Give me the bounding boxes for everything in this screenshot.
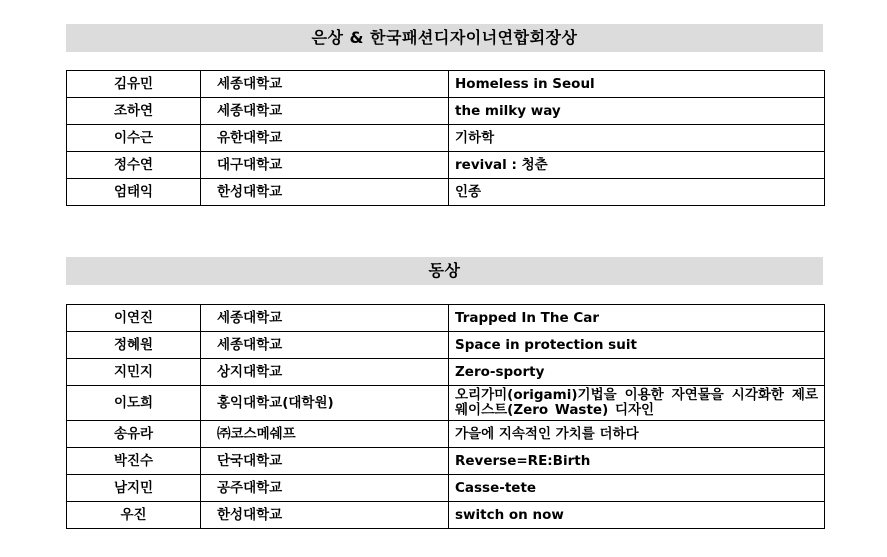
winner-name: 김유민 bbox=[67, 71, 201, 98]
table-row bbox=[67, 125, 825, 152]
bronze-award-title: 동상 bbox=[66, 257, 823, 285]
winner-name: 박진수 bbox=[67, 448, 201, 475]
work-title: Space in protection suit bbox=[449, 332, 825, 359]
winner-name: 우진 bbox=[67, 502, 201, 529]
work-title: 가을에 지속적인 가치를 더하다 bbox=[449, 421, 825, 448]
winner-school: 유한대학교 bbox=[201, 125, 449, 152]
winner-name: 조하연 bbox=[67, 98, 201, 125]
winner-name: 엄태익 bbox=[67, 179, 201, 206]
table-row bbox=[67, 448, 825, 475]
work-title: 인종 bbox=[449, 179, 825, 206]
winner-name: 이연진 bbox=[67, 305, 201, 332]
table-row bbox=[67, 98, 825, 125]
work-title: 오리가미(origami)기법을 이용한 자연물을 시각화한 제로 웨이스트(Zero Waste) 디자인 bbox=[449, 386, 825, 421]
work-title: the milky way bbox=[449, 98, 825, 125]
winner-name: 지민지 bbox=[67, 359, 201, 386]
work-title: Casse-tete bbox=[449, 475, 825, 502]
work-title: Homeless in Seoul bbox=[449, 71, 825, 98]
work-title: Reverse=RE:Birth bbox=[449, 448, 825, 475]
winner-school: 상지대학교 bbox=[201, 359, 449, 386]
table-row bbox=[67, 502, 825, 529]
winner-school: 세종대학교 bbox=[201, 71, 449, 98]
winner-name: 이수근 bbox=[67, 125, 201, 152]
table-row bbox=[67, 421, 825, 448]
winner-name: 송유라 bbox=[67, 421, 201, 448]
winner-school: 세종대학교 bbox=[201, 305, 449, 332]
table-row bbox=[67, 305, 825, 332]
table-row bbox=[67, 152, 825, 179]
silver-award-table bbox=[66, 70, 825, 206]
table-row bbox=[67, 475, 825, 502]
table-row bbox=[67, 386, 825, 421]
winner-school: 홍익대학교(대학원) bbox=[201, 386, 449, 421]
winner-school: 세종대학교 bbox=[201, 98, 449, 125]
winner-name: 정수연 bbox=[67, 152, 201, 179]
winner-school: 세종대학교 bbox=[201, 332, 449, 359]
silver-award-title: 은상 & 한국패션디자이너연합회장상 bbox=[66, 24, 823, 52]
work-title: revival : 청춘 bbox=[449, 152, 825, 179]
winner-school: 공주대학교 bbox=[201, 475, 449, 502]
winner-school: 한성대학교 bbox=[201, 502, 449, 529]
table-row bbox=[67, 332, 825, 359]
winner-name: 이도희 bbox=[67, 386, 201, 421]
bronze-award-table bbox=[66, 304, 825, 529]
table-row bbox=[67, 179, 825, 206]
work-title: Trapped In The Car bbox=[449, 305, 825, 332]
work-title: switch on now bbox=[449, 502, 825, 529]
winner-school: 단국대학교 bbox=[201, 448, 449, 475]
table-row bbox=[67, 71, 825, 98]
winner-school: 한성대학교 bbox=[201, 179, 449, 206]
winner-name: 남지민 bbox=[67, 475, 201, 502]
winner-school: ㈜코스메쉐프 bbox=[201, 421, 449, 448]
table-row bbox=[67, 359, 825, 386]
winner-school: 대구대학교 bbox=[201, 152, 449, 179]
winner-name: 정혜원 bbox=[67, 332, 201, 359]
work-title: Zero-sporty bbox=[449, 359, 825, 386]
work-title: 기하학 bbox=[449, 125, 825, 152]
